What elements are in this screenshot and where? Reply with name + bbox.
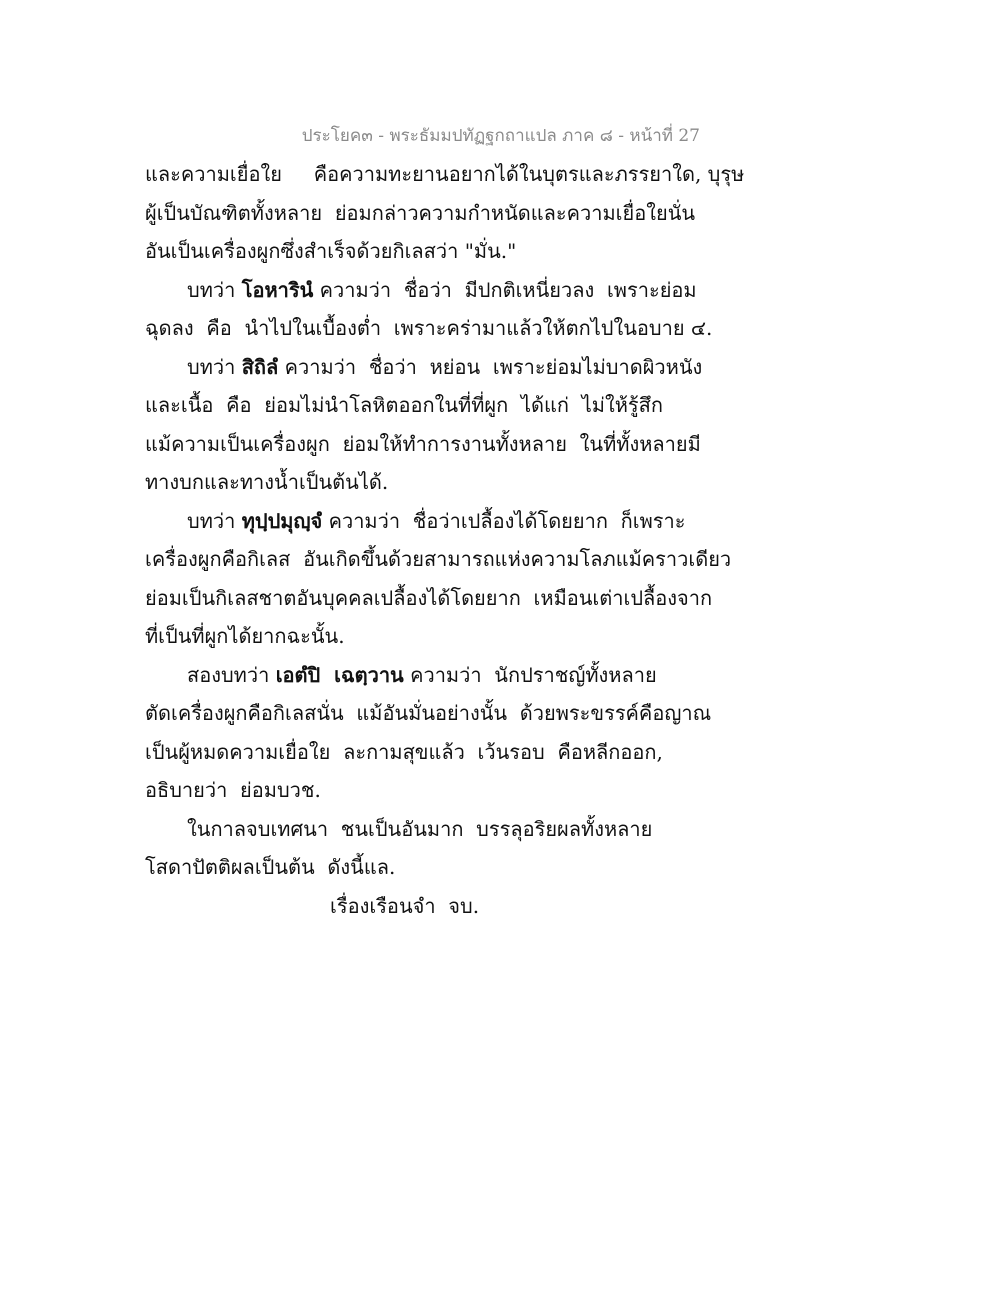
text-line: ที่เป็นที่ผูกได้ยากฉะนั้น. — [145, 624, 345, 648]
pali-term: สิถิลํ — [241, 354, 279, 379]
text-line: บทว่า สิถิลํ ความว่า ชื่อว่า หย่อน เพราะย่อมไม่บาดผิวหนัง — [187, 354, 703, 379]
page-header: ประโยค๓ - พระธัมมปทัฏฐกถาแปล ภาค ๘ - หน้าที่ 27 — [301, 126, 700, 146]
text-line: โสดาปัตติผลเป็นต้น ดังนี้แล. — [145, 855, 396, 879]
pali-term: โอหารินํ — [241, 277, 314, 302]
text-line: ในกาลจบเทศนา ชนเป็นอันมาก บรรลุอริยผลทั้งหลาย — [187, 816, 653, 841]
text-line: และความเยื่อใย คือความทะยานอยากได้ในบุตรและภรรยาใด, บุรุษ — [145, 162, 745, 186]
text-line: ผู้เป็นบัณฑิตทั้งหลาย ย่อมกล่าวความกำหนัดและความเยื่อใยนั่น — [145, 200, 696, 225]
text-line: บทว่า โอหารินํ ความว่า ชื่อว่า มีปกติเหนี่ยวลง เพราะย่อม — [187, 277, 697, 302]
text-line: อันเป็นเครื่องผูกซึ่งสำเร็จด้วยกิเลสว่า "มั่น." — [145, 239, 517, 263]
text-line: เครื่องผูกคือกิเลส อันเกิดขึ้นด้วยสามารถแห่งความโลภแม้คราวเดียว — [145, 547, 732, 571]
text-line: และเนื้อ คือ ย่อมไม่นำโลหิตออกในที่ที่ผูก ได้แก่ ไม่ให้รู้สึก — [145, 393, 663, 417]
pali-term: เอตํปิ เฉตฺวาน — [275, 662, 404, 687]
text-line: ทางบกและทางน้ำเป็นต้นได้. — [145, 470, 389, 494]
text-line: สองบทว่า เอตํปิ เฉตฺวาน ความว่า นักปราชญ์ทั้งหลาย — [187, 662, 657, 687]
text-line: อธิบายว่า ย่อมบวช. — [145, 778, 321, 802]
text-line: บทว่า ทุปฺปมุญฺจํ ความว่า ชื่อว่าเปลื้องได้โดยยาก ก็เพราะ — [187, 508, 686, 533]
text-line: ย่อมเป็นกิเลสชาตอันบุคคลเปลื้องได้โดยยาก เหมือนเต่าเปลื้องจาก — [145, 585, 713, 610]
text-line: ตัดเครื่องผูกคือกิเลสนั่น แม้อันมั่นอย่างนั้น ด้วยพระขรรค์คือญาณ — [145, 701, 712, 725]
closing-line: เรื่องเรือนจำ จบ. — [330, 893, 480, 918]
text-line: แม้ความเป็นเครื่องผูก ย่อมให้ทำการงานทั้งหลาย ในที่ทั้งหลายมี — [145, 431, 701, 456]
pali-term: ทุปฺปมุญฺจํ — [241, 508, 323, 533]
body-text — [145, 155, 865, 925]
text-line: เป็นผู้หมดความเยื่อใย ละกามสุขแล้ว เว้นรอบ คือหลีกออก, — [145, 739, 663, 764]
text-line: ฉุดลง คือ นำไปในเบื้องต่ำ เพราะคร่ามาแล้วให้ตกไปในอบาย ๔. — [145, 316, 713, 340]
